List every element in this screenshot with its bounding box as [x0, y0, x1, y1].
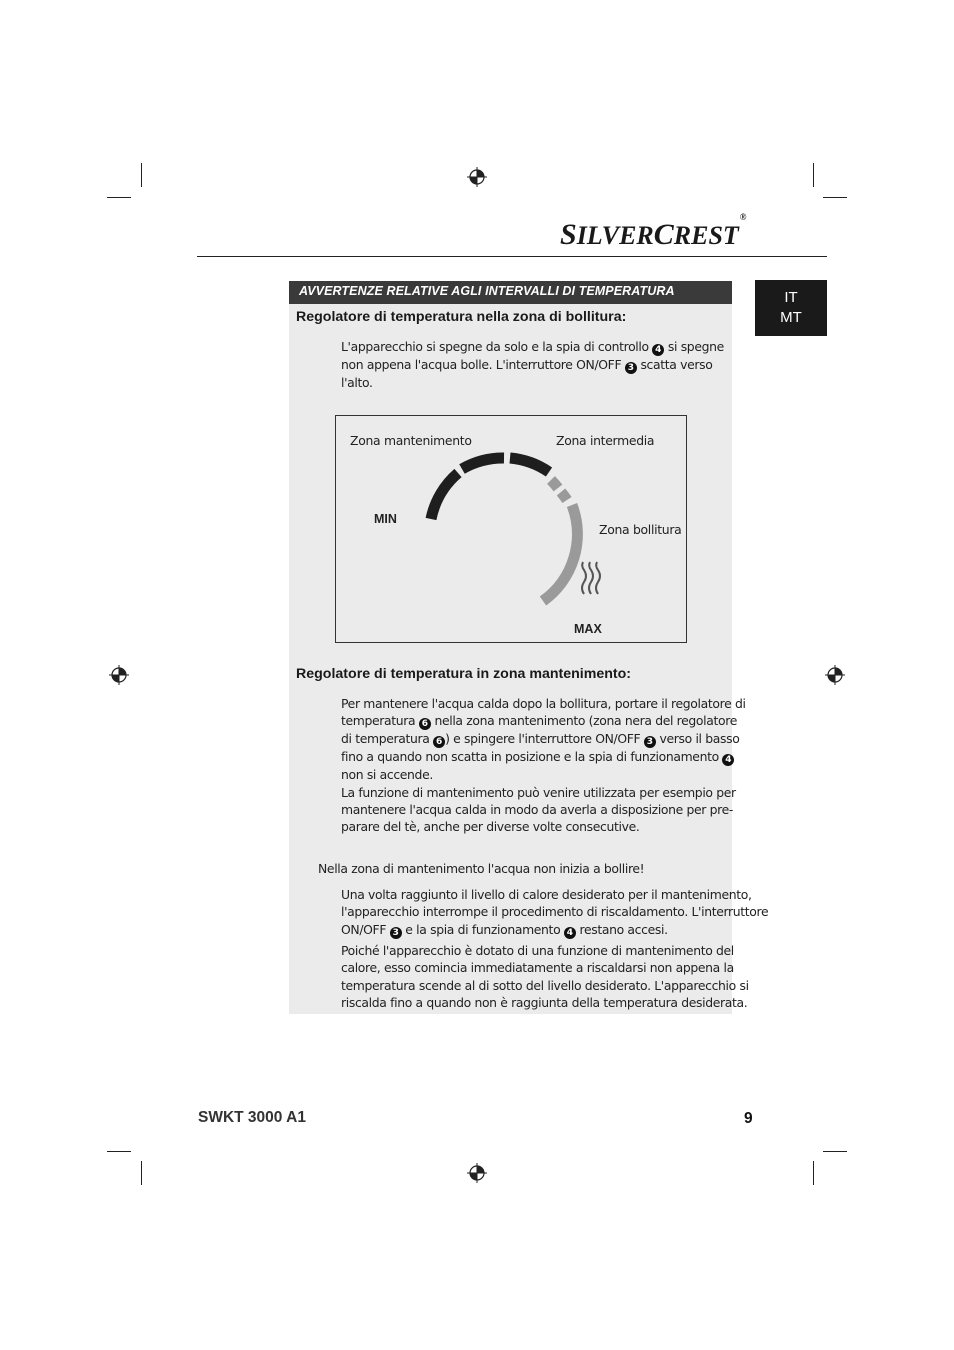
dial-segment-boil — [543, 505, 577, 601]
ref-number-badge: 3 — [644, 736, 656, 748]
registration-mark-icon — [109, 665, 129, 685]
section-title: AVVERTENZE RELATIVE AGLI INTERVALLI DI TEMPERATURA — [299, 284, 675, 298]
ref-number-badge: 6 — [433, 736, 445, 748]
ref-number-badge: 4 — [722, 754, 734, 766]
crop-mark — [823, 1151, 847, 1152]
header-rule — [197, 256, 827, 257]
ref-number-badge: 4 — [652, 344, 664, 356]
dial-segment-keep-1 — [431, 473, 458, 519]
dial-segment-intermediate-1 — [551, 480, 558, 488]
crop-mark — [813, 163, 814, 187]
temperature-dial-diagram — [335, 415, 687, 643]
dial-segment-keep-3 — [510, 458, 549, 472]
label-zone-boil: Zona bollitura — [599, 522, 682, 537]
ref-number-badge: 3 — [625, 362, 637, 374]
language-it: IT — [784, 289, 798, 306]
crop-mark — [141, 163, 142, 187]
paragraph-reheat: Poiché l'apparecchio è dotato di una funzione di mantenimento del calore, esso comincia immediatamente a riscaldarsi non appena la temperatura scende al di sotto del livello desiderato. L'apparecchio si riscalda fino a quando non è raggiunta della temperatura desiderata. — [341, 943, 749, 1010]
label-zone-keep-warm: Zona mantenimento — [350, 433, 472, 448]
language-tab — [755, 280, 827, 336]
brand-logo: SILVERCREST® — [560, 212, 747, 251]
registration-mark-icon — [467, 1163, 487, 1183]
page-number: 9 — [744, 1110, 753, 1127]
label-zone-intermediate: Zona intermedia — [556, 433, 655, 448]
crop-mark — [141, 1161, 142, 1185]
footer-model: SWKT 3000 A1 — [198, 1109, 306, 1126]
ref-number-badge: 4 — [564, 927, 576, 939]
dial-arc — [336, 416, 686, 642]
paragraph-heating-stop: Una volta raggiunto il livello di calore desiderato per il mantenimento, l'apparecchio interrompe il procedimento di riscaldamento. L'interruttore ON/OFF 3 e la spia di funzionamento 4 restano accesi. — [341, 887, 769, 938]
paragraph-boil: L'apparecchio si spegne da solo e la spia di controllo 4 si spegne non appena l'acqua bolle. L'interruttore ON/OFF 3 scatta verso l'alto. — [341, 339, 724, 390]
dial-segment-keep-2 — [462, 458, 504, 469]
crop-mark — [107, 1151, 131, 1152]
crop-mark — [107, 197, 131, 198]
label-max: MAX — [574, 622, 602, 636]
ref-number-badge: 3 — [390, 927, 402, 939]
registration-mark-icon — [825, 665, 845, 685]
crop-mark — [823, 197, 847, 198]
steam-icon — [582, 562, 600, 594]
paragraph-keep-warm: Per mantenere l'acqua calda dopo la bollitura, portare il regolatore di temperatura 6 nella zona mantenimento (zona nera del regolatore di temperatura 6 ) e spingere l'interruttore ON/OFF 3 verso il basso fino a quando non scatta in posizione e la spia di funzionamento 4 non si accende. La funzione di mantenimento può venire utilizzata per esempio per mantenere l'acqua calda in modo da averla a disposizione per pre- parare del tè, anche per diverse volte consecutive. — [341, 696, 746, 835]
heading-boil-zone: Regolatore di temperatura nella zona di bollitura: — [296, 309, 627, 325]
registration-mark-icon — [467, 167, 487, 187]
label-min: MIN — [374, 512, 397, 526]
ref-number-badge: 6 — [419, 718, 431, 730]
dial-segment-intermediate-2 — [561, 492, 567, 500]
section-banner — [289, 281, 732, 304]
crop-mark — [813, 1161, 814, 1185]
heading-keep-warm-zone: Regolatore di temperatura in zona mantenimento: — [296, 666, 632, 682]
note-no-boil: Nella zona di mantenimento l'acqua non inizia a bollire! — [318, 861, 645, 876]
language-mt: MT — [780, 309, 802, 326]
